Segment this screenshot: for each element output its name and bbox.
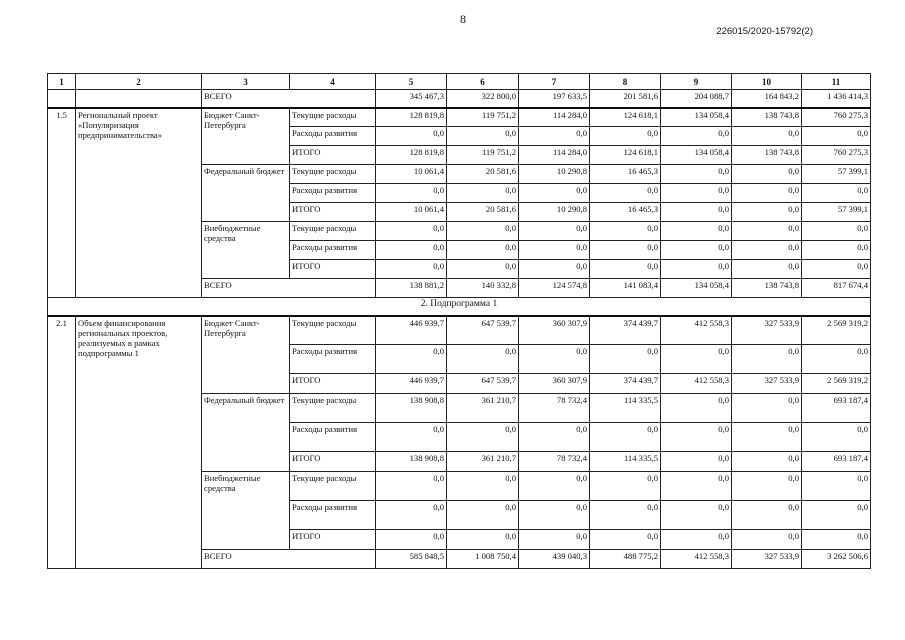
value-cell: 374 439,7: [590, 374, 661, 394]
expense-type: ИТОГО: [290, 260, 376, 279]
value-cell: 361 210,7: [447, 394, 519, 423]
value-cell: 760 275,3: [802, 108, 871, 127]
value-cell: 0,0: [802, 241, 871, 260]
value-cell: 138 743,8: [732, 279, 802, 298]
value-cell: 0,0: [376, 501, 447, 530]
column-header: 10: [732, 74, 802, 90]
item-name: Объем финансирования региональных проектов, реализуемых в рамках подпрограммы 1: [76, 316, 202, 569]
column-header: 1: [48, 74, 76, 90]
value-cell: 20 581,6: [447, 203, 519, 222]
value-cell: 360 307,9: [519, 374, 590, 394]
value-cell: 2 569 319,2: [802, 316, 871, 345]
value-cell: 114 284,0: [519, 108, 590, 127]
value-cell: 817 674,4: [802, 279, 871, 298]
value-cell: 0,0: [732, 452, 802, 472]
value-cell: 0,0: [732, 501, 802, 530]
table-row: [48, 90, 871, 108]
funding-source: Федеральный бюджет: [202, 165, 290, 222]
value-cell: 0,0: [802, 260, 871, 279]
value-cell: 0,0: [519, 501, 590, 530]
value-cell: 124 618,1: [590, 146, 661, 165]
value-cell: 0,0: [447, 260, 519, 279]
value-cell: 78 732,4: [519, 452, 590, 472]
value-cell: 647 539,7: [447, 374, 519, 394]
value-cell: 114 335,5: [590, 452, 661, 472]
value-cell: 134 058,4: [661, 279, 732, 298]
expense-type: ИТОГО: [290, 452, 376, 472]
value-cell: 0,0: [590, 241, 661, 260]
value-cell: 0,0: [376, 184, 447, 203]
column-header: 8: [590, 74, 661, 90]
value-cell: 164 843,2: [732, 90, 802, 108]
value-cell: 322 800,0: [447, 90, 519, 108]
expense-type: Текущие расходы: [290, 108, 376, 127]
total-label: ВСЕГО: [202, 90, 376, 108]
value-cell: 0,0: [519, 530, 590, 550]
value-cell: 0,0: [519, 241, 590, 260]
header-row: [48, 74, 871, 90]
value-cell: 0,0: [376, 260, 447, 279]
value-cell: 0,0: [447, 423, 519, 452]
value-cell: 119 751,2: [447, 108, 519, 127]
document-code: 226015/2020-15792(2): [716, 26, 813, 37]
table-row: [48, 316, 871, 345]
value-cell: 204 088,7: [661, 90, 732, 108]
value-cell: 0,0: [447, 345, 519, 374]
expense-type: Расходы развития: [290, 345, 376, 374]
value-cell: 412 558,3: [661, 374, 732, 394]
value-cell: 0,0: [376, 222, 447, 241]
item-number: 1.5: [48, 108, 76, 298]
value-cell: 0,0: [802, 501, 871, 530]
value-cell: 0,0: [519, 222, 590, 241]
value-cell: 57 399,1: [802, 165, 871, 184]
value-cell: 0,0: [732, 127, 802, 146]
value-cell: 360 307,9: [519, 316, 590, 345]
value-cell: 345 467,3: [376, 90, 447, 108]
value-cell: 693 187,4: [802, 452, 871, 472]
value-cell: 0,0: [661, 501, 732, 530]
total-label: ВСЕГО: [202, 550, 376, 569]
value-cell: 0,0: [732, 345, 802, 374]
value-cell: 138 743,8: [732, 108, 802, 127]
value-cell: 0,0: [519, 184, 590, 203]
value-cell: 0,0: [732, 184, 802, 203]
value-cell: 0,0: [519, 423, 590, 452]
value-cell: 0,0: [802, 530, 871, 550]
value-cell: 20 581,6: [447, 165, 519, 184]
value-cell: 0,0: [661, 241, 732, 260]
expense-type: Расходы развития: [290, 241, 376, 260]
expense-type: Расходы развития: [290, 127, 376, 146]
column-header: 4: [290, 74, 376, 90]
value-cell: 114 284,0: [519, 146, 590, 165]
funding-source: Федеральный бюджет: [202, 394, 290, 472]
value-cell: 57 399,1: [802, 203, 871, 222]
expense-type: Текущие расходы: [290, 165, 376, 184]
value-cell: 0,0: [661, 165, 732, 184]
value-cell: 3 262 506,6: [802, 550, 871, 569]
value-cell: 201 581,6: [590, 90, 661, 108]
value-cell: 0,0: [802, 472, 871, 501]
value-cell: 446 939,7: [376, 316, 447, 345]
expense-type: Текущие расходы: [290, 316, 376, 345]
value-cell: 0,0: [590, 423, 661, 452]
value-cell: 0,0: [732, 530, 802, 550]
value-cell: 0,0: [376, 345, 447, 374]
value-cell: 2 569 319,2: [802, 374, 871, 394]
value-cell: 361 210,7: [447, 452, 519, 472]
section-row: [48, 298, 871, 316]
expense-type: ИТОГО: [290, 146, 376, 165]
expense-type: Расходы развития: [290, 423, 376, 452]
value-cell: 0,0: [376, 472, 447, 501]
value-cell: 0,0: [590, 530, 661, 550]
value-cell: 0,0: [519, 260, 590, 279]
column-header: 3: [202, 74, 290, 90]
value-cell: 0,0: [732, 222, 802, 241]
value-cell: 0,0: [590, 222, 661, 241]
column-header: 11: [802, 74, 871, 90]
value-cell: 760 275,3: [802, 146, 871, 165]
value-cell: 693 187,4: [802, 394, 871, 423]
funding-source: Бюджет Санкт-Петербурга: [202, 316, 290, 394]
value-cell: 10 061,4: [376, 165, 447, 184]
value-cell: 585 848,5: [376, 550, 447, 569]
value-cell: 0,0: [376, 241, 447, 260]
value-cell: 0,0: [376, 530, 447, 550]
value-cell: 10 061,4: [376, 203, 447, 222]
value-cell: 128 819,8: [376, 146, 447, 165]
item-name: Региональный проект «Популяризация предпринимательства»: [76, 108, 202, 298]
value-cell: 0,0: [376, 423, 447, 452]
value-cell: 0,0: [802, 222, 871, 241]
value-cell: 0,0: [661, 394, 732, 423]
value-cell: 197 633,5: [519, 90, 590, 108]
column-header: 5: [376, 74, 447, 90]
value-cell: 0,0: [661, 423, 732, 452]
expense-type: Расходы развития: [290, 184, 376, 203]
column-header: 2: [76, 74, 202, 90]
value-cell: 0,0: [590, 345, 661, 374]
value-cell: 10 290,8: [519, 165, 590, 184]
value-cell: 327 533,9: [732, 316, 802, 345]
value-cell: 138 908,8: [376, 394, 447, 423]
funding-source: Внебюджетные средства: [202, 222, 290, 279]
value-cell: 124 574,8: [519, 279, 590, 298]
column-header: 6: [447, 74, 519, 90]
value-cell: 0,0: [732, 165, 802, 184]
value-cell: 134 058,4: [661, 108, 732, 127]
value-cell: 446 939,7: [376, 374, 447, 394]
value-cell: 119 751,2: [447, 146, 519, 165]
funding-source: Внебюджетные средства: [202, 472, 290, 550]
value-cell: 0,0: [802, 127, 871, 146]
value-cell: 0,0: [447, 501, 519, 530]
value-cell: 412 558,3: [661, 316, 732, 345]
value-cell: 124 618,1: [590, 108, 661, 127]
value-cell: 114 335,5: [590, 394, 661, 423]
value-cell: 647 539,7: [447, 316, 519, 345]
value-cell: 327 533,9: [732, 374, 802, 394]
value-cell: 327 533,9: [732, 550, 802, 569]
value-cell: 0,0: [802, 345, 871, 374]
value-cell: 0,0: [661, 222, 732, 241]
value-cell: 0,0: [661, 184, 732, 203]
value-cell: 0,0: [661, 260, 732, 279]
value-cell: 0,0: [732, 423, 802, 452]
value-cell: 0,0: [661, 203, 732, 222]
value-cell: 0,0: [802, 184, 871, 203]
value-cell: 141 083,4: [590, 279, 661, 298]
value-cell: 0,0: [590, 260, 661, 279]
expense-type: ИТОГО: [290, 203, 376, 222]
value-cell: 0,0: [447, 222, 519, 241]
value-cell: 412 558,3: [661, 550, 732, 569]
value-cell: 0,0: [732, 472, 802, 501]
value-cell: 128 819,8: [376, 108, 447, 127]
value-cell: 0,0: [590, 127, 661, 146]
value-cell: 0,0: [661, 472, 732, 501]
funding-source: Бюджет Санкт-Петербурга: [202, 108, 290, 165]
expense-type: Расходы развития: [290, 501, 376, 530]
page-number: 8: [460, 12, 466, 26]
value-cell: 0,0: [661, 127, 732, 146]
value-cell: 0,0: [590, 472, 661, 501]
value-cell: 0,0: [590, 501, 661, 530]
value-cell: 0,0: [447, 184, 519, 203]
total-label: ВСЕГО: [202, 279, 376, 298]
value-cell: 0,0: [661, 452, 732, 472]
value-cell: 0,0: [732, 260, 802, 279]
value-cell: 0,0: [802, 423, 871, 452]
financing-table: [47, 73, 871, 569]
value-cell: 0,0: [661, 530, 732, 550]
value-cell: 0,0: [732, 203, 802, 222]
value-cell: 0,0: [519, 472, 590, 501]
value-cell: 0,0: [376, 127, 447, 146]
value-cell: 0,0: [732, 394, 802, 423]
value-cell: 10 290,8: [519, 203, 590, 222]
value-cell: 140 332,8: [447, 279, 519, 298]
value-cell: 1 436 414,3: [802, 90, 871, 108]
expense-type: Текущие расходы: [290, 222, 376, 241]
expense-type: Текущие расходы: [290, 394, 376, 423]
section-title: 2. Подпрограмма 1: [48, 298, 871, 316]
value-cell: 0,0: [590, 184, 661, 203]
value-cell: 16 465,3: [590, 165, 661, 184]
value-cell: 439 040,3: [519, 550, 590, 569]
value-cell: 0,0: [519, 127, 590, 146]
expense-type: ИТОГО: [290, 530, 376, 550]
value-cell: 1 008 750,4: [447, 550, 519, 569]
value-cell: 488 775,2: [590, 550, 661, 569]
value-cell: 78 732,4: [519, 394, 590, 423]
expense-type: ИТОГО: [290, 374, 376, 394]
value-cell: 0,0: [732, 241, 802, 260]
value-cell: 0,0: [519, 345, 590, 374]
value-cell: 138 743,8: [732, 146, 802, 165]
value-cell: 0,0: [447, 241, 519, 260]
value-cell: 0,0: [661, 345, 732, 374]
value-cell: 0,0: [447, 530, 519, 550]
empty-cell: [76, 90, 202, 108]
value-cell: 0,0: [447, 127, 519, 146]
value-cell: 138 881,2: [376, 279, 447, 298]
expense-type: Текущие расходы: [290, 472, 376, 501]
empty-cell: [48, 90, 76, 108]
value-cell: 134 058,4: [661, 146, 732, 165]
value-cell: 138 908,8: [376, 452, 447, 472]
value-cell: 0,0: [447, 472, 519, 501]
column-header: 7: [519, 74, 590, 90]
value-cell: 374 439,7: [590, 316, 661, 345]
value-cell: 16 465,3: [590, 203, 661, 222]
column-header: 9: [661, 74, 732, 90]
item-number: 2.1: [48, 316, 76, 569]
table-row: [48, 108, 871, 127]
